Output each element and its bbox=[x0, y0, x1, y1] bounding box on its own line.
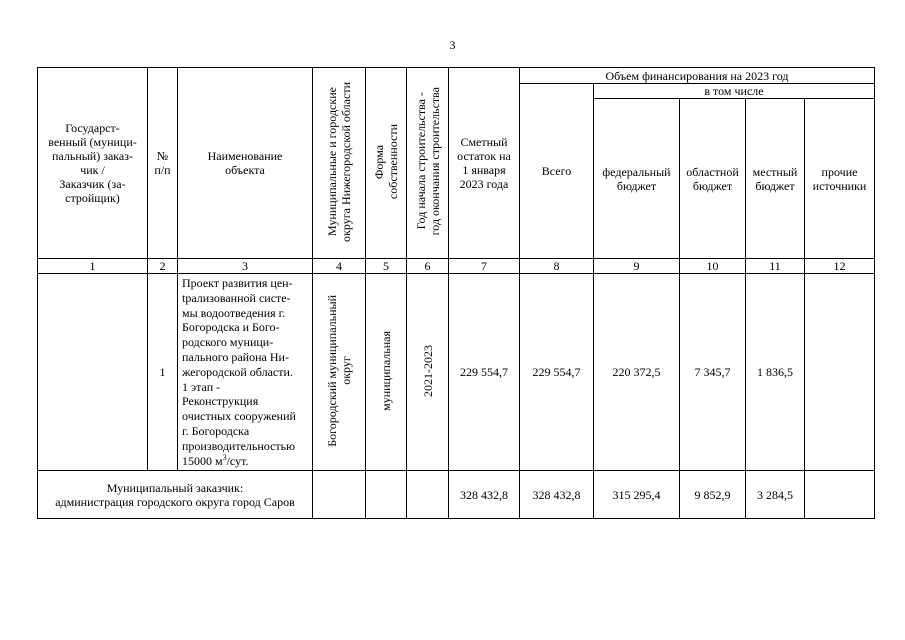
column-number: 11 bbox=[746, 259, 805, 274]
summary-total: 328 432,8 bbox=[520, 471, 594, 519]
header-estimated-balance bbox=[449, 68, 520, 259]
row-municipality-line1: Богородский муниципальный bbox=[325, 294, 339, 447]
summary-empty-5 bbox=[366, 471, 407, 519]
header-regional bbox=[680, 99, 746, 259]
row-federal: 220 372,5 bbox=[594, 274, 680, 471]
header-years-line2: год окончания строительства bbox=[427, 87, 442, 236]
row-other bbox=[805, 274, 875, 471]
column-number: 9 bbox=[594, 259, 680, 274]
row-object-name-text: Проект развития цен- tрализованной систе- мы водоотведения г. Богородска и Бого- родского муници- пального района Ни- жегородской области. 1 этап - Реконструкция очистных сооружений г. Богородска производительностью 15000 м bbox=[182, 276, 296, 468]
header-estimated-balance-text: Сметный остаток на 1 января 2023 года bbox=[457, 135, 511, 191]
row-total: 229 554,7 bbox=[520, 274, 594, 471]
table-row bbox=[38, 274, 875, 471]
row-object-unit-tail: /сут. bbox=[226, 453, 249, 468]
row-regional: 7 345,7 bbox=[680, 274, 746, 471]
header-ownership bbox=[366, 68, 407, 259]
header-local-text: местный бюджет bbox=[752, 164, 798, 193]
row-municipality bbox=[313, 274, 366, 471]
summary-customer-text: Муниципальный заказчик: администрация городского округа город Саров bbox=[55, 480, 295, 509]
header-years-line1: Год начала строительства - bbox=[413, 92, 428, 231]
summary-empty-6 bbox=[407, 471, 449, 519]
header-num bbox=[148, 68, 178, 259]
summary-row bbox=[38, 471, 875, 519]
row-num: 1 bbox=[148, 274, 178, 471]
row-object-name bbox=[178, 274, 313, 471]
row-ownership bbox=[366, 274, 407, 471]
header-object-name bbox=[178, 68, 313, 259]
row-municipality-vertical bbox=[325, 295, 353, 447]
header-other-text: прочие источники bbox=[812, 164, 867, 193]
header-financing-volume: Объем финансирования на 2023 год bbox=[520, 68, 875, 84]
row-ownership-vertical: муниципальная bbox=[379, 330, 393, 411]
financing-table bbox=[37, 67, 875, 519]
header-ownership-line2: собственности bbox=[386, 123, 400, 200]
header-total: Всего bbox=[520, 84, 594, 259]
header-local bbox=[746, 99, 805, 259]
column-number: 8 bbox=[520, 259, 594, 274]
header-federal bbox=[594, 99, 680, 259]
summary-customer bbox=[38, 471, 313, 519]
header-ownership-line1: Форма bbox=[372, 144, 386, 179]
summary-federal: 315 295,4 bbox=[594, 471, 680, 519]
header-including: в том числе bbox=[594, 84, 875, 99]
column-number: 5 bbox=[366, 259, 407, 274]
row-municipality-line2: округ bbox=[339, 356, 353, 385]
row-local: 1 836,5 bbox=[746, 274, 805, 471]
row-estimated-balance: 229 554,7 bbox=[449, 274, 520, 471]
row-customer bbox=[38, 274, 148, 471]
header-regional-text: областной бюджет bbox=[686, 164, 739, 193]
column-number: 7 bbox=[449, 259, 520, 274]
summary-local: 3 284,5 bbox=[746, 471, 805, 519]
header-years-vertical bbox=[414, 87, 442, 235]
header-federal-text: федеральный бюджет bbox=[602, 164, 671, 193]
column-number: 1 bbox=[38, 259, 148, 274]
header-years bbox=[407, 68, 449, 259]
header-municipality bbox=[313, 68, 366, 259]
column-number: 12 bbox=[805, 259, 875, 274]
header-other bbox=[805, 99, 875, 259]
header-customer bbox=[38, 68, 148, 259]
header-customer-text: Государст- венный (муници- пальный) заказ- чик / Заказчик (за- стройщик) bbox=[48, 121, 137, 205]
row-years-vertical: 2021-2023 bbox=[420, 344, 435, 397]
header-municipality-vertical bbox=[325, 82, 353, 242]
header-municipality-line2: округа Нижегородской области bbox=[339, 81, 353, 242]
header-municipality-line1: Муниципальные и городские bbox=[325, 87, 339, 236]
column-number: 3 bbox=[178, 259, 313, 274]
summary-other bbox=[805, 471, 875, 519]
row-years bbox=[407, 274, 449, 471]
summary-estimated-balance: 328 432,8 bbox=[449, 471, 520, 519]
column-number: 4 bbox=[313, 259, 366, 274]
header-num-text: № п/п bbox=[154, 149, 171, 177]
summary-empty-4 bbox=[313, 471, 366, 519]
column-number: 10 bbox=[680, 259, 746, 274]
page-number: 3 bbox=[449, 38, 456, 52]
column-numbers-row bbox=[38, 259, 875, 274]
row-object-unit-sup: 3 bbox=[222, 452, 227, 462]
column-number: 2 bbox=[148, 259, 178, 274]
header-ownership-vertical bbox=[372, 124, 400, 199]
summary-regional: 9 852,9 bbox=[680, 471, 746, 519]
header-object-name-text: Наименование объекта bbox=[207, 149, 283, 177]
column-number: 6 bbox=[407, 259, 449, 274]
